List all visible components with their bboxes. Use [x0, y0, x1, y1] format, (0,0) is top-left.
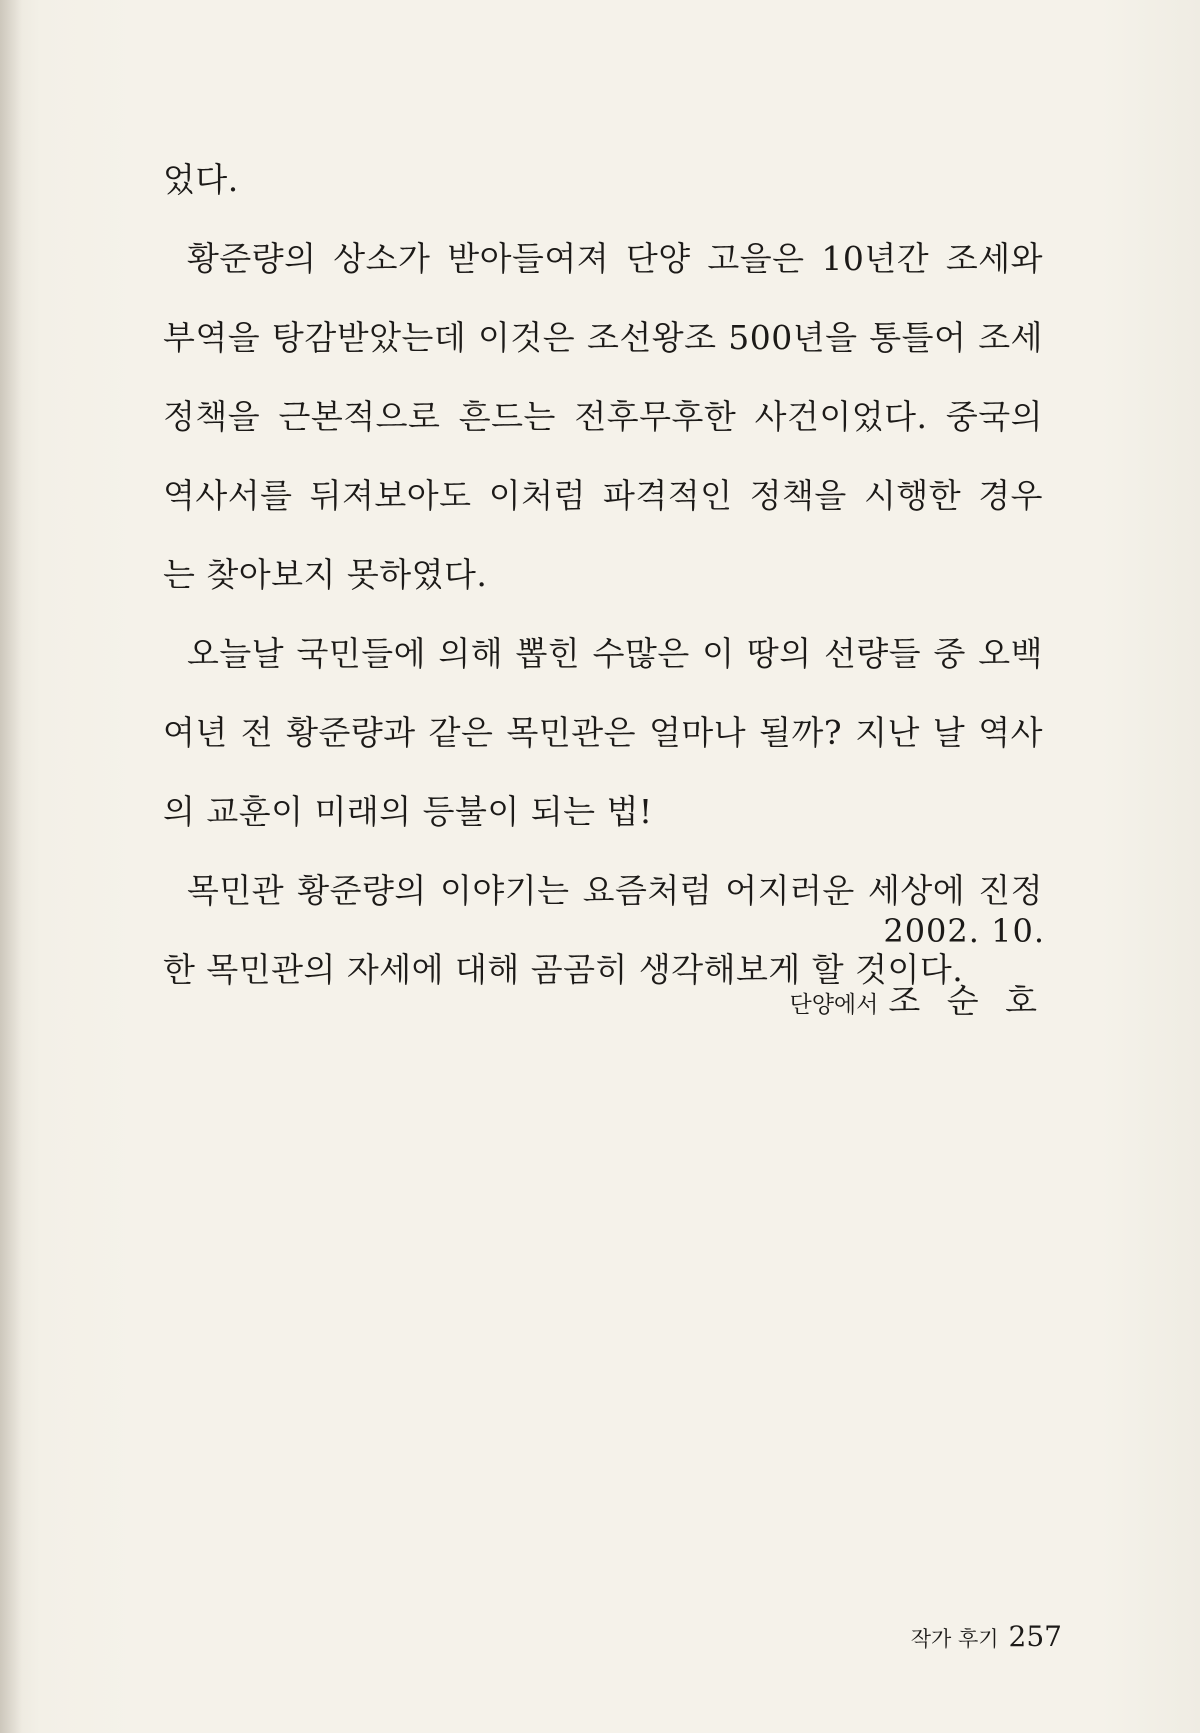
text-line: 여년 전 황준량과 같은 목민관은 얼마나 될까? 지난 날 역사	[163, 713, 1043, 752]
text-line: 의 교훈이 미래의 등불이 되는 법!	[163, 792, 653, 831]
section-title: 작가 후기	[910, 1627, 999, 1651]
text-line: 오늘날 국민들에 의해 뽑힌 수많은 이 땅의 선량들 중 오백	[187, 634, 1043, 673]
text-line: 정책을 근본적으로 흔드는 전후무후한 사건이었다. 중국의	[163, 397, 1043, 436]
page-gutter-shadow	[0, 0, 22, 1733]
page-number: 257	[1008, 1620, 1062, 1653]
text-line: 황준량의 상소가 받아들여져 단양 고을은 10년간 조세와	[187, 239, 1043, 278]
closing-date: 2002. 10.	[883, 912, 1045, 950]
text-line: 는 찾아보지 못하였다.	[163, 555, 488, 594]
text-line: 었다.	[163, 160, 239, 199]
text-line: 부역을 탕감받았는데 이것은 조선왕조 500년을 통틀어 조세	[163, 318, 1043, 357]
author-signature	[790, 975, 1046, 1022]
author-name: 조 순 호	[888, 981, 1045, 1020]
text-line: 목민관 황준량의 이야기는 요즘처럼 어지러운 세상에 진정	[187, 871, 1043, 910]
signature-place: 단양에서	[789, 992, 879, 1018]
body-text	[163, 140, 1043, 1009]
text-line: 역사서를 뒤져보아도 이처럼 파격적인 정책을 시행한 경우	[163, 476, 1043, 515]
page-footer	[911, 1620, 1062, 1653]
text-line: 한 목민관의 자세에 대해 곰곰히 생각해보게 할 것이다.	[163, 950, 964, 989]
